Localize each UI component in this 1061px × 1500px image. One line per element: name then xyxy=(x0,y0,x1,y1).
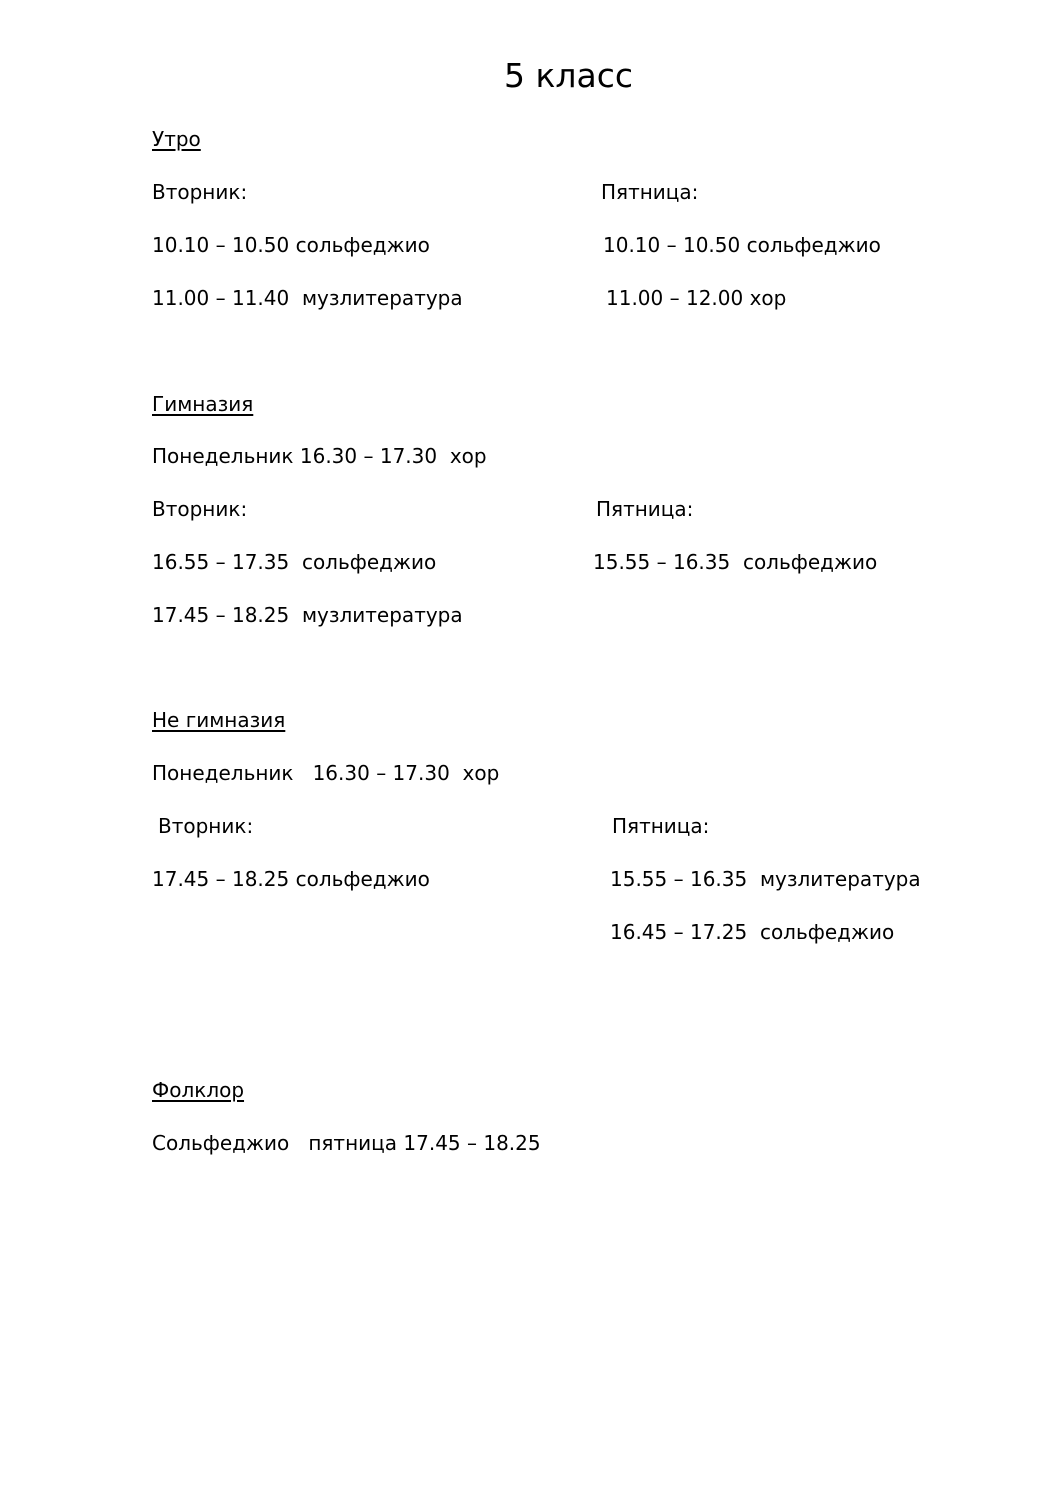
section-heading-non-gymnasium: Не гимназия xyxy=(152,708,286,732)
non-gymnasium-friday-line-2: 16.45 – 17.25 сольфеджио xyxy=(610,920,895,944)
non-gymnasium-tuesday-label: Вторник: xyxy=(158,814,254,838)
morning-friday-line-1: 10.10 – 10.50 сольфеджио xyxy=(603,233,881,257)
gymnasium-tuesday-line-2: 17.45 – 18.25 музлитература xyxy=(152,603,463,627)
morning-tuesday-line-1: 10.10 – 10.50 сольфеджио xyxy=(152,233,430,257)
non-gymnasium-friday-label: Пятница: xyxy=(612,814,710,838)
morning-tuesday-label: Вторник: xyxy=(152,180,248,204)
gymnasium-tuesday-line-1: 16.55 – 17.35 сольфеджио xyxy=(152,550,437,574)
gymnasium-friday-line-1: 15.55 – 16.35 сольфеджио xyxy=(593,550,878,574)
section-heading-gymnasium: Гимназия xyxy=(152,392,254,416)
morning-tuesday-line-2: 11.00 – 11.40 музлитература xyxy=(152,286,463,310)
non-gymnasium-tuesday-line-1: 17.45 – 18.25 сольфеджио xyxy=(152,867,430,891)
non-gymnasium-monday-line: Понедельник 16.30 – 17.30 хор xyxy=(152,761,500,785)
page-title: 5 класс xyxy=(503,56,634,95)
gymnasium-monday-line: Понедельник 16.30 – 17.30 хор xyxy=(152,444,487,468)
morning-friday-label: Пятница: xyxy=(601,180,699,204)
non-gymnasium-friday-line-1: 15.55 – 16.35 музлитература xyxy=(610,867,921,891)
section-heading-morning: Утро xyxy=(152,127,201,151)
gymnasium-friday-label: Пятница: xyxy=(596,497,694,521)
gymnasium-tuesday-label: Вторник: xyxy=(152,497,248,521)
folklore-line: Сольфеджио пятница 17.45 – 18.25 xyxy=(152,1131,541,1155)
section-heading-folklore: Фолклор xyxy=(152,1078,245,1102)
morning-friday-line-2: 11.00 – 12.00 хор xyxy=(606,286,787,310)
